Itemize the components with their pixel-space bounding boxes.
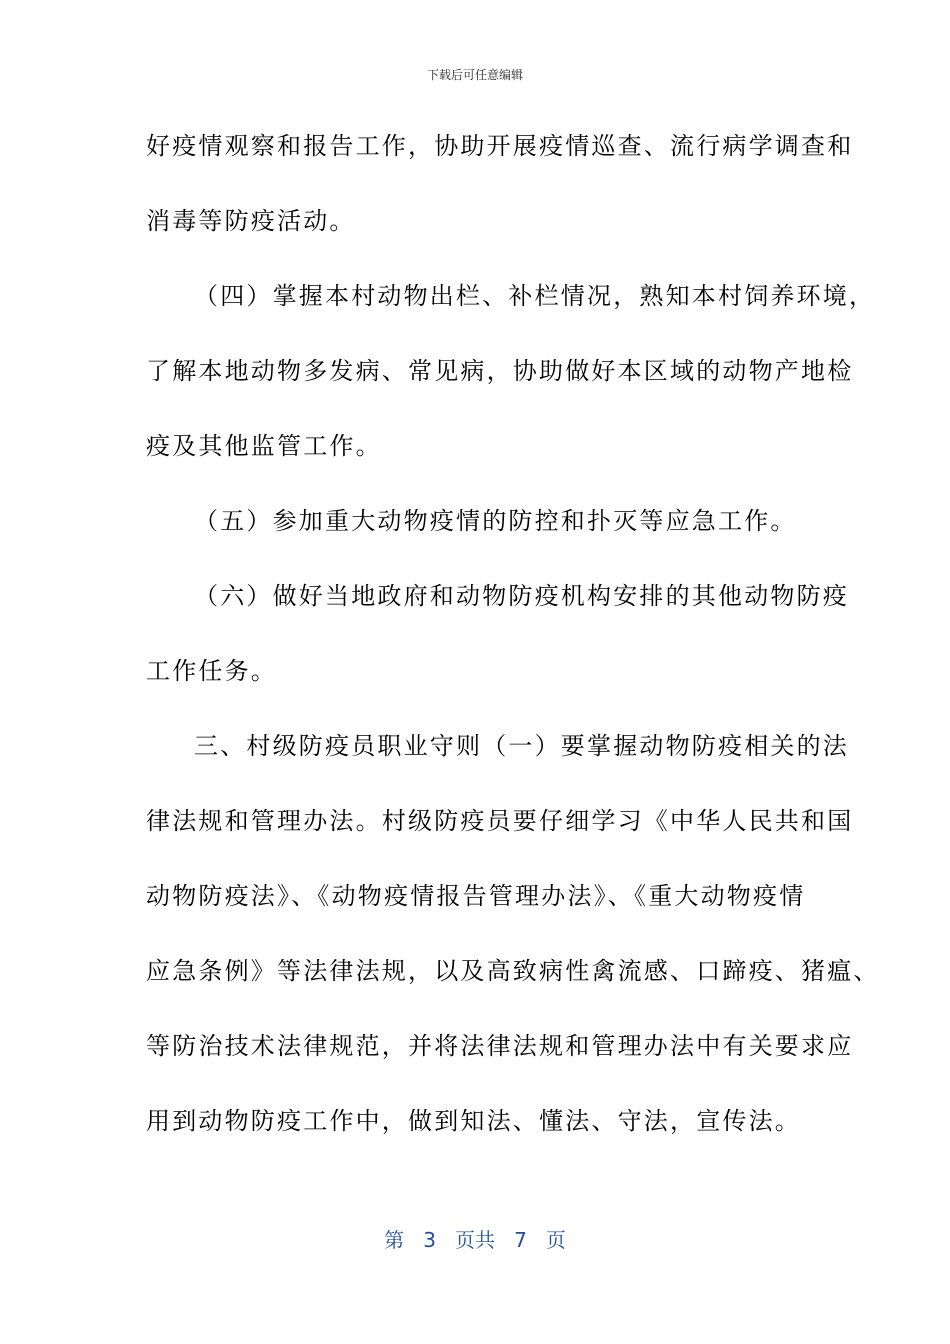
text-line: 动物防疫法》、《动物疫情报告管理办法》、《重大动物疫情: [146, 882, 806, 910]
page-header-note: 下载后可任意编辑: [426, 68, 523, 82]
current-page-number: 3: [423, 1228, 436, 1252]
text-line: 消毒等防疫活动。: [146, 207, 356, 235]
text-line: 应急条例》等法律法规，以及高致病性禽流感、口蹄疫、猪瘟、: [146, 957, 880, 985]
footer-prefix: 第: [384, 1228, 405, 1252]
total-page-count: 7: [514, 1228, 527, 1252]
page-footer: [0, 1224, 950, 1253]
text-line: 用到动物防疫工作中，做到知法、懂法、守法，宣传法。: [146, 1107, 801, 1135]
footer-suffix: 页: [545, 1228, 566, 1252]
text-line: 等防治技术法律规范，并将法律法规和管理办法中有关要求应: [146, 1032, 854, 1060]
text-line: 疫及其他监管工作。: [146, 432, 382, 460]
text-line: 律法规和管理办法。村级防疫员要仔细学习《中华人民共和国: [146, 807, 854, 835]
text-line: 了解本地动物多发病、常见病，协助做好本区域的动物产地检: [146, 357, 854, 385]
text-line: 好疫情观察和报告工作，协助开展疫情巡查、流行病学调查和: [146, 132, 854, 160]
document-body: [146, 123, 880, 1173]
text-line: （四）掌握本村动物出栏、补栏情况，熟知本村饲养环境，: [194, 282, 876, 310]
footer-middle: 页共: [455, 1228, 495, 1252]
text-line: 三、村级防疫员职业守则（一）要掌握动物防疫相关的法: [194, 732, 849, 760]
text-line: 工作任务。: [146, 657, 277, 685]
text-line: （五）参加重大动物疫情的防控和扑灭等应急工作。: [194, 507, 797, 535]
text-line: （六）做好当地政府和动物防疫机构安排的其他动物防疫: [194, 582, 849, 610]
